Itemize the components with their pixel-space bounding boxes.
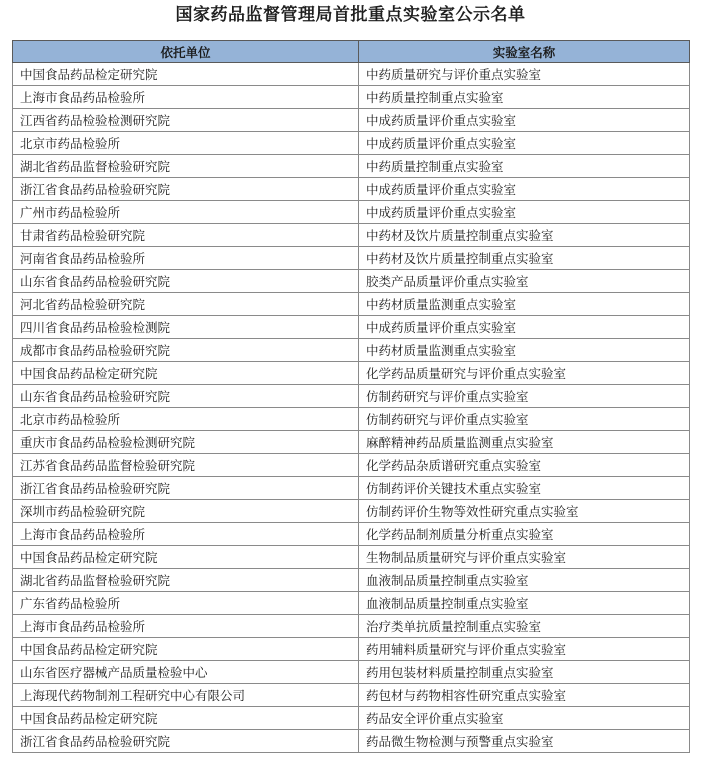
table-row	[13, 132, 690, 155]
lab-list-table	[12, 40, 690, 753]
table-row	[13, 63, 690, 86]
table-row	[13, 477, 690, 500]
institution-cell: 浙江省食品药品检验研究院	[13, 730, 359, 753]
lab-name-cell: 中成药质量评价重点实验室	[359, 316, 690, 339]
institution-cell: 浙江省食品药品检验研究院	[13, 178, 359, 201]
table-row	[13, 592, 690, 615]
table-row	[13, 707, 690, 730]
institution-cell: 广州市药品检验所	[13, 201, 359, 224]
institution-cell: 甘肃省药品检验研究院	[13, 224, 359, 247]
table-row	[13, 178, 690, 201]
lab-name-cell: 化学药品质量研究与评价重点实验室	[359, 362, 690, 385]
institution-cell: 河北省药品检验研究院	[13, 293, 359, 316]
table-row	[13, 86, 690, 109]
lab-name-cell: 血液制品质量控制重点实验室	[359, 569, 690, 592]
institution-cell: 山东省医疗器械产品质量检验中心	[13, 661, 359, 684]
table-row	[13, 270, 690, 293]
lab-name-cell: 治疗类单抗质量控制重点实验室	[359, 615, 690, 638]
institution-cell: 中国食品药品检定研究院	[13, 707, 359, 730]
lab-name-cell: 药用包装材料质量控制重点实验室	[359, 661, 690, 684]
table-row	[13, 408, 690, 431]
lab-name-cell: 中成药质量评价重点实验室	[359, 109, 690, 132]
table-row	[13, 247, 690, 270]
institution-cell: 湖北省药品监督检验研究院	[13, 155, 359, 178]
institution-cell: 北京市药品检验所	[13, 408, 359, 431]
table-row	[13, 546, 690, 569]
table-row	[13, 523, 690, 546]
table-row	[13, 661, 690, 684]
institution-cell: 中国食品药品检定研究院	[13, 362, 359, 385]
table-row	[13, 569, 690, 592]
table-row	[13, 339, 690, 362]
institution-cell: 湖北省药品监督检验研究院	[13, 569, 359, 592]
institution-cell: 上海市食品药品检验所	[13, 86, 359, 109]
lab-name-cell: 药用辅料质量研究与评价重点实验室	[359, 638, 690, 661]
institution-cell: 重庆市食品药品检验检测研究院	[13, 431, 359, 454]
table-row	[13, 293, 690, 316]
lab-name-cell: 仿制药评价关键技术重点实验室	[359, 477, 690, 500]
lab-name-cell: 仿制药研究与评价重点实验室	[359, 408, 690, 431]
institution-cell: 深圳市药品检验研究院	[13, 500, 359, 523]
institution-cell: 浙江省食品药品检验研究院	[13, 477, 359, 500]
institution-cell: 上海市食品药品检验所	[13, 523, 359, 546]
lab-name-cell: 中药材及饮片质量控制重点实验室	[359, 247, 690, 270]
lab-name-cell: 仿制药评价生物等效性研究重点实验室	[359, 500, 690, 523]
table-row	[13, 431, 690, 454]
table-row	[13, 109, 690, 132]
lab-name-cell: 中成药质量评价重点实验室	[359, 132, 690, 155]
lab-name-cell: 化学药品制剂质量分析重点实验室	[359, 523, 690, 546]
table-row	[13, 684, 690, 707]
table-row	[13, 201, 690, 224]
table-row	[13, 730, 690, 753]
lab-name-cell: 麻醉精神药品质量监测重点实验室	[359, 431, 690, 454]
table-row	[13, 615, 690, 638]
institution-cell: 河南省食品药品检验所	[13, 247, 359, 270]
lab-name-cell: 中药材质量监测重点实验室	[359, 293, 690, 316]
table-row	[13, 500, 690, 523]
institution-cell: 山东省食品药品检验研究院	[13, 270, 359, 293]
lab-list-table-container	[12, 40, 689, 753]
institution-cell: 北京市药品检验所	[13, 132, 359, 155]
table-body	[13, 63, 690, 753]
table-row	[13, 385, 690, 408]
table-row	[13, 155, 690, 178]
table-row	[13, 316, 690, 339]
institution-cell: 四川省食品药品检验检测院	[13, 316, 359, 339]
lab-name-cell: 血液制品质量控制重点实验室	[359, 592, 690, 615]
lab-name-cell: 生物制品质量研究与评价重点实验室	[359, 546, 690, 569]
institution-cell: 山东省食品药品检验研究院	[13, 385, 359, 408]
institution-cell: 江西省药品检验检测研究院	[13, 109, 359, 132]
lab-name-cell: 中成药质量评价重点实验室	[359, 201, 690, 224]
institution-cell: 中国食品药品检定研究院	[13, 638, 359, 661]
institution-cell: 广东省药品检验所	[13, 592, 359, 615]
lab-name-cell: 中成药质量评价重点实验室	[359, 178, 690, 201]
lab-name-cell: 仿制药研究与评价重点实验室	[359, 385, 690, 408]
table-row	[13, 454, 690, 477]
lab-name-cell: 药品安全评价重点实验室	[359, 707, 690, 730]
table-row	[13, 224, 690, 247]
table-row	[13, 638, 690, 661]
table-header-row	[13, 41, 690, 63]
institution-cell: 成都市食品药品检验研究院	[13, 339, 359, 362]
institution-cell: 江苏省食品药品监督检验研究院	[13, 454, 359, 477]
lab-name-cell: 药包材与药物相容性研究重点实验室	[359, 684, 690, 707]
institution-cell: 中国食品药品检定研究院	[13, 63, 359, 86]
institution-cell: 中国食品药品检定研究院	[13, 546, 359, 569]
institution-cell: 上海市食品药品检验所	[13, 615, 359, 638]
lab-name-cell: 胶类产品质量评价重点实验室	[359, 270, 690, 293]
lab-name-cell: 中药材及饮片质量控制重点实验室	[359, 224, 690, 247]
lab-name-cell: 药品微生物检测与预警重点实验室	[359, 730, 690, 753]
institution-cell: 上海现代药物制剂工程研究中心有限公司	[13, 684, 359, 707]
page-title: 国家药品监督管理局首批重点实验室公示名单	[175, 5, 526, 25]
column-header-institution: 依托单位	[13, 41, 359, 63]
lab-name-cell: 中药质量控制重点实验室	[359, 86, 690, 109]
lab-name-cell: 中药材质量监测重点实验室	[359, 339, 690, 362]
lab-name-cell: 化学药品杂质谱研究重点实验室	[359, 454, 690, 477]
table-row	[13, 362, 690, 385]
column-header-lab-name: 实验室名称	[359, 41, 690, 63]
lab-name-cell: 中药质量研究与评价重点实验室	[359, 63, 690, 86]
lab-name-cell: 中药质量控制重点实验室	[359, 155, 690, 178]
